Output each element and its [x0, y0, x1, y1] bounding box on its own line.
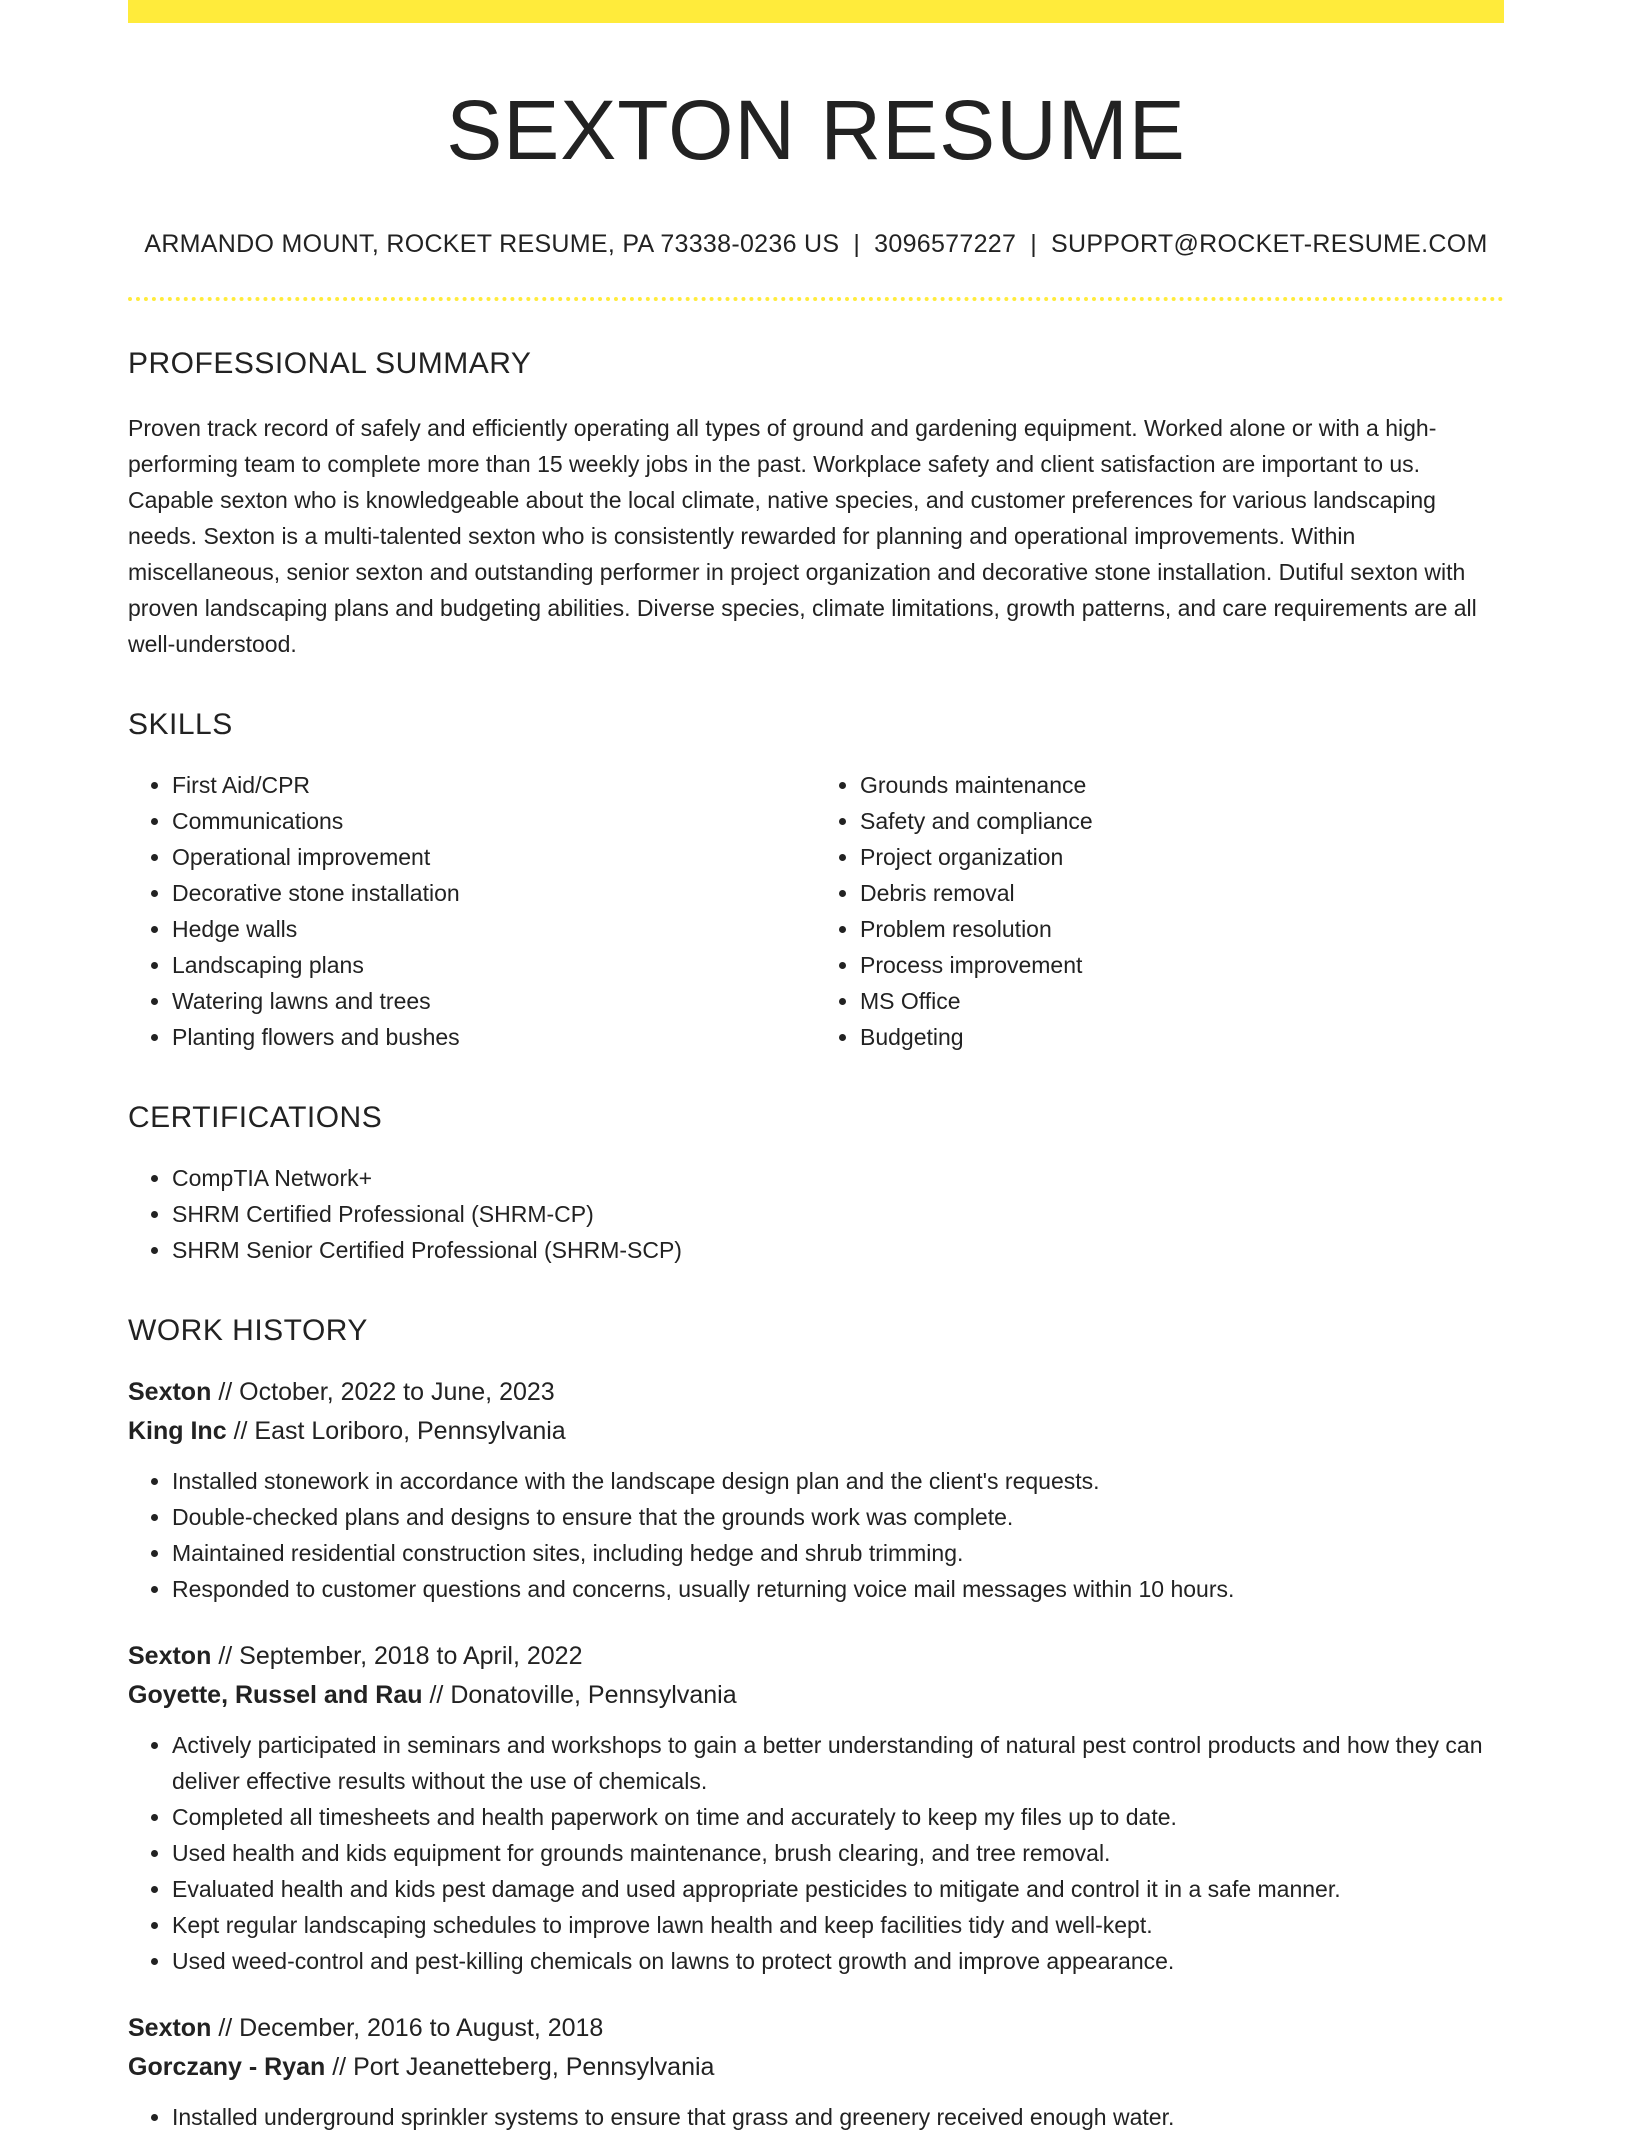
- job-dates: October, 2022 to June, 2023: [239, 1377, 555, 1406]
- skill-item: • Communications: [172, 803, 816, 839]
- job-bullet: • Kept regular landscaping schedules to improve lawn health and keep facilities tidy and well-kept.: [172, 1907, 1504, 1943]
- job-company: Goyette, Russel and Rau: [128, 1680, 423, 1709]
- skill-item: • Debris removal: [860, 875, 1504, 911]
- skill-item: • First Aid/CPR: [172, 767, 816, 803]
- skills-heading: SKILLS: [128, 707, 233, 741]
- skills-left-list: [128, 767, 816, 1055]
- contact-line: [128, 230, 1504, 259]
- job-title: Sexton: [128, 2013, 212, 2042]
- job-bullet: • Actively participated in seminars and workshops to gain a better understanding of natural pest control products and how they can deliver effective results without the use of chemicals.: [172, 1727, 1504, 1799]
- job-dates: September, 2018 to April, 2022: [239, 1641, 583, 1670]
- job-title-line: [128, 1373, 1504, 1412]
- job-bullets: [128, 1463, 1504, 1607]
- certification-item: • CompTIA Network+: [172, 1160, 1504, 1196]
- job-location: Port Jeanetteberg, Pennsylvania: [353, 2052, 715, 2081]
- top-accent-bar: [128, 0, 1504, 23]
- job-dates: December, 2016 to August, 2018: [239, 2013, 604, 2042]
- job-entry: [128, 1637, 1504, 1979]
- job-company: King Inc: [128, 1416, 227, 1445]
- summary-heading: PROFESSIONAL SUMMARY: [128, 346, 532, 380]
- resume-page: [128, 0, 1504, 2135]
- job-title-line: [128, 1637, 1504, 1676]
- skill-item: • Process improvement: [860, 947, 1504, 983]
- skill-item: • Landscaping plans: [172, 947, 816, 983]
- job-bullet: • Installed stonework in accordance with the landscape design plan and the client's requests.: [172, 1463, 1504, 1499]
- job-bullet: • Completed all timesheets and health paperwork on time and accurately to keep my files up to date.: [172, 1799, 1504, 1835]
- job-separator: //: [332, 2052, 347, 2081]
- job-bullet: • Installed underground sprinkler systems to ensure that grass and greenery received enough water.: [172, 2099, 1504, 2135]
- contact-separator: |: [853, 229, 861, 258]
- skill-item: • Project organization: [860, 839, 1504, 875]
- contact-phone: 3096577227: [874, 229, 1017, 258]
- skills-section: [128, 708, 1504, 1055]
- summary-text: Proven track record of safely and efficiently operating all types of ground and gardening equipment. Worked alone or with a high-performing team to complete more than 15 weekly jobs in the past. Workplace safety and client satisfaction are important to us. Capable sexton who is knowledgeable about the local climate, native species, and customer preferences for various landscaping needs. Sexton is a multi-talented sexton who is consistently rewarded for planning and operational improvements. Within miscellaneous, senior sexton and outstanding performer in project organization and decorative stone installation. Dutiful sexton with proven landscaping plans and budgeting abilities. Diverse species, climate limitations, growth patterns, and care requirements are all well-understood.: [128, 414, 1477, 657]
- dotted-divider: [128, 297, 1504, 301]
- job-bullet: • Double-checked plans and designs to ensure that the grounds work was complete.: [172, 1499, 1504, 1535]
- skill-item: • Safety and compliance: [860, 803, 1504, 839]
- work-history-section: [128, 1314, 1504, 2135]
- skill-item: • Problem resolution: [860, 911, 1504, 947]
- job-entry: [128, 2009, 1504, 2135]
- skill-item: • Grounds maintenance: [860, 767, 1504, 803]
- job-company: Gorczany - Ryan: [128, 2052, 326, 2081]
- skill-item: • Decorative stone installation: [172, 875, 816, 911]
- certifications-heading: CERTIFICATIONS: [128, 1100, 383, 1134]
- skill-item: • Budgeting: [860, 1019, 1504, 1055]
- job-company-line: [128, 1676, 1504, 1715]
- job-separator: //: [429, 1680, 444, 1709]
- job-bullet: • Responded to customer questions and concerns, usually returning voice mail messages within 10 hours.: [172, 1571, 1504, 1607]
- job-entry: [128, 1373, 1504, 1607]
- job-separator: //: [218, 2013, 233, 2042]
- job-separator: //: [218, 1377, 233, 1406]
- skill-item: • Operational improvement: [172, 839, 816, 875]
- job-bullet: • Maintained residential construction sites, including hedge and shrub trimming.: [172, 1535, 1504, 1571]
- job-location: East Loriboro, Pennsylvania: [254, 1416, 566, 1445]
- job-bullets: [128, 2099, 1504, 2135]
- certifications-list: [128, 1160, 1504, 1268]
- contact-separator: |: [1030, 229, 1037, 258]
- job-bullet: • Evaluated health and kids pest damage and used appropriate pesticides to mitigate and control it in a safe manner.: [172, 1871, 1504, 1907]
- job-company-line: [128, 1412, 1504, 1451]
- skills-right-list: [816, 767, 1504, 1055]
- certification-item: • SHRM Senior Certified Professional (SHRM-SCP): [172, 1232, 1504, 1268]
- job-company-line: [128, 2048, 1504, 2087]
- job-title: Sexton: [128, 1377, 212, 1406]
- job-separator: //: [233, 1416, 248, 1445]
- summary-section: [128, 347, 1504, 662]
- skill-item: • Planting flowers and bushes: [172, 1019, 816, 1055]
- skill-item: • Watering lawns and trees: [172, 983, 816, 1019]
- contact-address: ARMANDO MOUNT, ROCKET RESUME, PA 73338-0236 US: [144, 229, 840, 258]
- skills-columns: [128, 767, 1504, 1055]
- job-title-line: [128, 2009, 1504, 2048]
- job-bullets: [128, 1727, 1504, 1979]
- certifications-section: [128, 1101, 1504, 1268]
- certification-item: • SHRM Certified Professional (SHRM-CP): [172, 1196, 1504, 1232]
- job-location: Donatoville, Pennsylvania: [450, 1680, 737, 1709]
- job-separator: //: [218, 1641, 233, 1670]
- resume-title: SEXTON RESUME: [446, 83, 1186, 177]
- contact-email: SUPPORT@ROCKET-RESUME.COM: [1051, 229, 1488, 258]
- job-bullet: • Used health and kids equipment for grounds maintenance, brush clearing, and tree removal.: [172, 1835, 1504, 1871]
- skill-item: • Hedge walls: [172, 911, 816, 947]
- job-title: Sexton: [128, 1641, 212, 1670]
- skill-item: • MS Office: [860, 983, 1504, 1019]
- job-bullet: • Used weed-control and pest-killing chemicals on lawns to protect growth and improve appearance.: [172, 1943, 1504, 1979]
- work-history-heading: WORK HISTORY: [128, 1313, 368, 1347]
